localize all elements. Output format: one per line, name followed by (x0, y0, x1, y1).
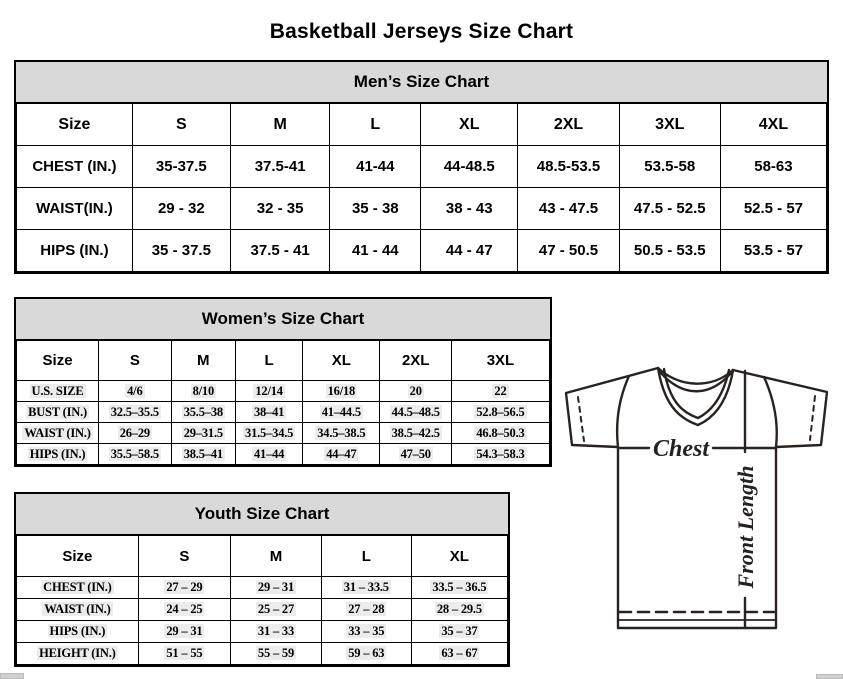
measurement-value-cell: 33.5 – 36.5 (411, 577, 507, 599)
measurement-value-cell: 43 - 47.5 (518, 188, 619, 230)
measurement-row (17, 402, 550, 423)
measurement-value-cell: 52.8–56.5 (451, 402, 549, 423)
womens-size-chart-section (14, 297, 552, 467)
measurement-value-cell: 32.5–35.5 (99, 402, 171, 423)
measurement-row-label: CHEST (IN.) (17, 146, 133, 188)
measurement-value-cell: 31.5–34.5 (236, 423, 303, 444)
measurement-row (17, 381, 550, 402)
measurement-row (17, 188, 827, 230)
measurement-value-cell: 35 – 37 (411, 621, 507, 643)
measurement-value-cell: 44 - 47 (421, 230, 518, 272)
measurement-value-cell: 27 – 28 (321, 599, 411, 621)
measurement-value-cell: 35.5–38 (171, 402, 235, 423)
size-header-L: L (321, 536, 411, 577)
size-header-row (17, 341, 550, 381)
size-header-XL: XL (303, 341, 380, 381)
measurement-value-cell: 44–47 (303, 444, 380, 465)
measurement-value-cell: 50.5 - 53.5 (619, 230, 720, 272)
measurement-value-cell: 24 – 25 (138, 599, 230, 621)
measurement-row-label: HIPS (IN.) (17, 444, 99, 465)
measurement-value-cell: 38–41 (236, 402, 303, 423)
measurement-value-cell: 41–44.5 (303, 402, 380, 423)
size-header-XL: XL (411, 536, 507, 577)
measurement-value-cell: 8/10 (171, 381, 235, 402)
size-header-2XL: 2XL (380, 341, 451, 381)
measurement-row (17, 621, 508, 643)
measurement-value-cell: 27 – 29 (138, 577, 230, 599)
measurement-row (17, 230, 827, 272)
size-header-3XL: 3XL (619, 104, 720, 146)
measurement-value-cell: 53.5 - 57 (720, 230, 826, 272)
size-header-L: L (330, 104, 421, 146)
measurement-row-label: HIPS (IN.) (17, 621, 139, 643)
measurement-value-cell: 47 - 50.5 (518, 230, 619, 272)
youth-size-table (16, 535, 508, 665)
horizontal-scrollbar-fragment-right[interactable] (816, 674, 843, 679)
size-header-row (17, 536, 508, 577)
size-header-4XL: 4XL (720, 104, 826, 146)
measurement-value-cell: 41 - 44 (330, 230, 421, 272)
measurement-value-cell: 29 - 32 (132, 188, 230, 230)
measurement-value-cell: 16/18 (303, 381, 380, 402)
measurement-value-cell: 34.5–38.5 (303, 423, 380, 444)
measurement-row-label: WAIST (IN.) (17, 599, 139, 621)
horizontal-scrollbar-fragment-left[interactable] (0, 673, 24, 679)
left-cuff-dashed-seam (578, 397, 584, 441)
size-header-row (17, 104, 827, 146)
size-column-header: Size (17, 341, 99, 381)
measurement-value-cell: 35.5–58.5 (99, 444, 171, 465)
collar-v-inner (664, 369, 729, 418)
mens-chart-title: Men’s Size Chart (16, 62, 827, 103)
youth-chart-title: Youth Size Chart (16, 494, 508, 535)
size-header-S: S (99, 341, 171, 381)
measurement-value-cell: 28 – 29.5 (411, 599, 507, 621)
measurement-value-cell: 41-44 (330, 146, 421, 188)
measurement-row-label: CHEST (IN.) (17, 577, 139, 599)
womens-size-table (16, 340, 550, 465)
measurement-value-cell: 12/14 (236, 381, 303, 402)
measurement-value-cell: 46.8–50.3 (451, 423, 549, 444)
size-column-header: Size (17, 536, 139, 577)
measurement-row (17, 444, 550, 465)
measurement-value-cell: 38.5–41 (171, 444, 235, 465)
size-header-M: M (230, 104, 330, 146)
measurement-value-cell: 31 – 33 (231, 621, 322, 643)
size-header-S: S (138, 536, 230, 577)
measurement-value-cell: 44-48.5 (421, 146, 518, 188)
measurement-value-cell: 20 (380, 381, 451, 402)
measurement-row (17, 423, 550, 444)
youth-size-chart-section (14, 492, 510, 667)
measurement-value-cell: 22 (451, 381, 549, 402)
measurement-row-label: HEIGHT (IN.) (17, 643, 139, 665)
measurement-value-cell: 51 – 55 (138, 643, 230, 665)
measurement-value-cell: 44.5–48.5 (380, 402, 451, 423)
measurement-value-cell: 35 - 38 (330, 188, 421, 230)
measurement-value-cell: 35-37.5 (132, 146, 230, 188)
size-header-S: S (132, 104, 230, 146)
measurement-row (17, 146, 827, 188)
measurement-value-cell: 52.5 - 57 (720, 188, 826, 230)
measurement-value-cell: 37.5 - 41 (230, 230, 330, 272)
measurement-value-cell: 37.5-41 (230, 146, 330, 188)
measurement-row-label: HIPS (IN.) (17, 230, 133, 272)
mens-size-chart-section (14, 60, 829, 274)
right-cuff-dashed-seam (810, 396, 815, 440)
measurement-row (17, 599, 508, 621)
measurement-value-cell: 33 – 35 (321, 621, 411, 643)
measurement-value-cell: 59 – 63 (321, 643, 411, 665)
measurement-value-cell: 29 – 31 (231, 577, 322, 599)
measurement-row-label: U.S. SIZE (17, 381, 99, 402)
measurement-value-cell: 31 – 33.5 (321, 577, 411, 599)
measurement-value-cell: 55 – 59 (231, 643, 322, 665)
measurement-row-label: BUST (IN.) (17, 402, 99, 423)
measurement-row (17, 577, 508, 599)
jersey-measurement-diagram (556, 360, 838, 634)
measurement-value-cell: 58-63 (720, 146, 826, 188)
measurement-value-cell: 32 - 35 (230, 188, 330, 230)
measurement-value-cell: 29 – 31 (138, 621, 230, 643)
measurement-value-cell: 47–50 (380, 444, 451, 465)
measurement-value-cell: 54.3–58.3 (451, 444, 549, 465)
jersey-body-outline (566, 368, 827, 628)
size-header-L: L (236, 341, 303, 381)
measurement-value-cell: 53.5-58 (619, 146, 720, 188)
measurement-row-label: WAIST (IN.) (17, 423, 99, 444)
measurement-row (17, 643, 508, 665)
measurement-value-cell: 26–29 (99, 423, 171, 444)
measurement-value-cell: 48.5-53.5 (518, 146, 619, 188)
measurement-row-label: WAIST(IN.) (17, 188, 133, 230)
measurement-value-cell: 4/6 (99, 381, 171, 402)
measurement-value-cell: 41–44 (236, 444, 303, 465)
womens-chart-title: Women’s Size Chart (16, 299, 550, 340)
mens-size-table (16, 103, 827, 272)
chest-label: Chest (652, 436, 710, 462)
collar-back-curve-2 (660, 372, 731, 391)
size-header-3XL: 3XL (451, 341, 549, 381)
measurement-value-cell: 47.5 - 52.5 (619, 188, 720, 230)
jersey-outline-drawing (556, 360, 838, 634)
size-header-2XL: 2XL (518, 104, 619, 146)
page-title: Basketball Jerseys Size Chart (269, 20, 574, 44)
measurement-value-cell: 38 - 43 (421, 188, 518, 230)
measurement-value-cell: 35 - 37.5 (132, 230, 230, 272)
measurement-value-cell: 29–31.5 (171, 423, 235, 444)
measurement-value-cell: 63 – 67 (411, 643, 507, 665)
right-armhole-seam (764, 377, 777, 447)
size-header-XL: XL (421, 104, 518, 146)
size-header-M: M (171, 341, 235, 381)
size-column-header: Size (17, 104, 133, 146)
measurement-value-cell: 38.5–42.5 (380, 423, 451, 444)
left-armhole-seam (617, 376, 629, 447)
front-length-label: Front Length (733, 465, 758, 589)
measurement-value-cell: 25 – 27 (231, 599, 322, 621)
size-header-M: M (231, 536, 322, 577)
